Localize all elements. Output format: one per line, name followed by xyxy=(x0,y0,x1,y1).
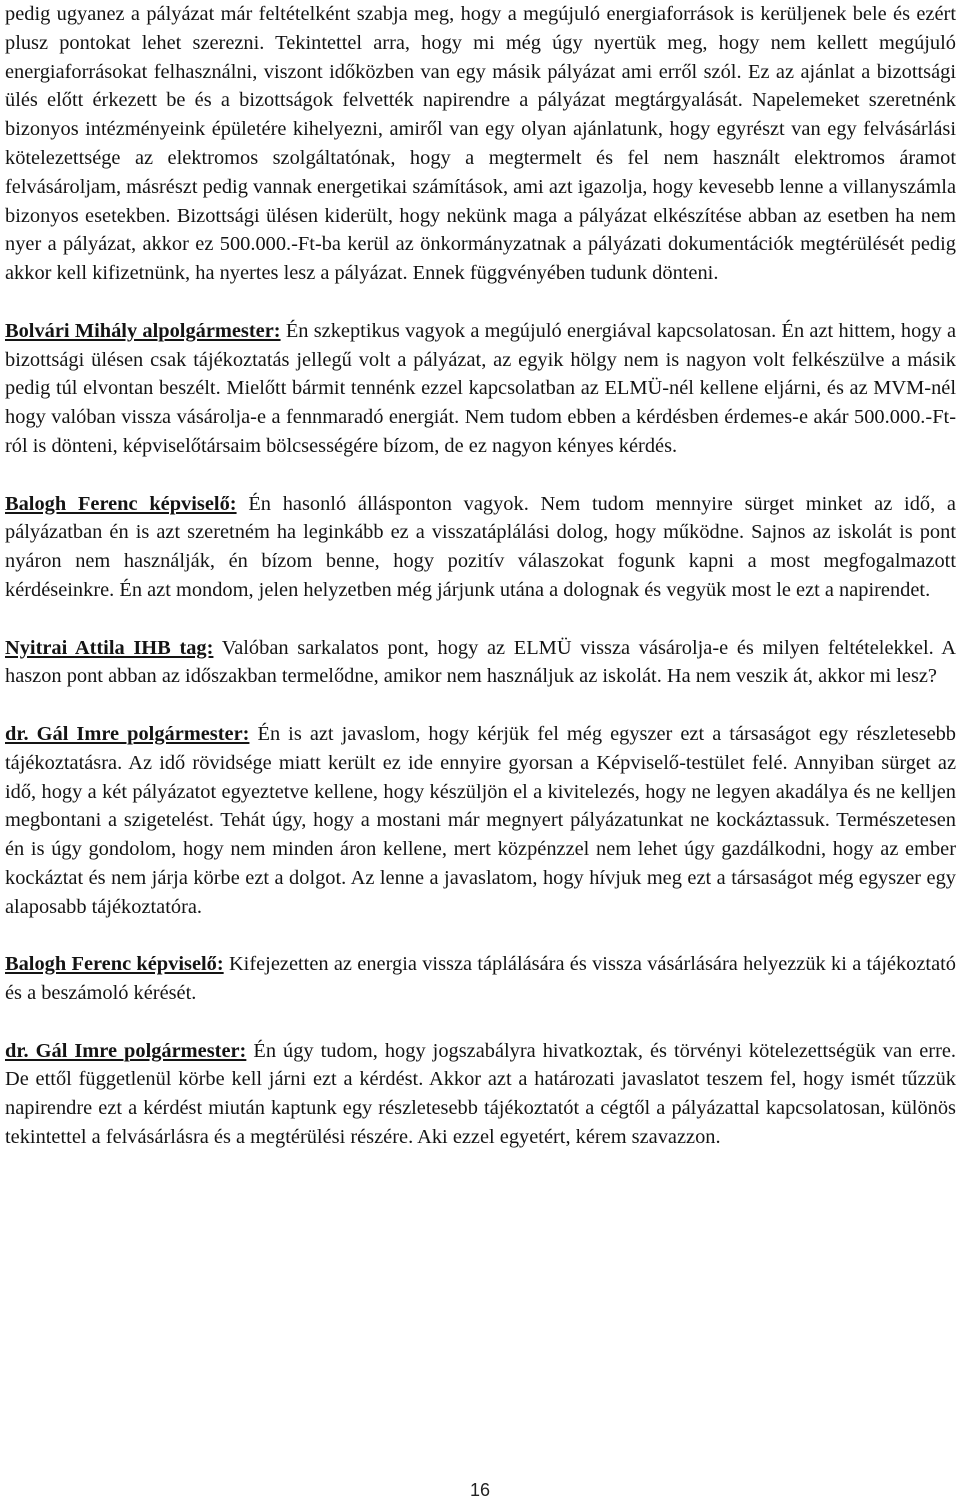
speaker-name: Nyitrai Attila IHB tag: xyxy=(5,636,214,659)
paragraph-gap xyxy=(5,461,956,490)
statement-nyitrai xyxy=(5,634,956,692)
speaker-name: Balogh Ferenc képviselő: xyxy=(5,953,224,976)
statement-text: Kifejezetten az energia vissza táplálására és vissza vásárlására helyezzük ki a tájékoztató és a beszámoló kérését. xyxy=(5,953,956,1005)
statement-text: Én hasonló állásponton vagyok. Nem tudom mennyire sürget minket az idő, a pályázatban én is azt szeretném ha leginkább ez a visszatáplálási dolog, hogy működne. Sajnos az iskolát is pont nyáron nem használják, én bízom benne, hogy pozitív válaszokat fogunk kapni a most megfogalmazott kérdéseinkre. Én azt mondom, jelen helyzetben még járjunk utána a dolognak és vegyük most le ezt a napirendet. xyxy=(5,492,956,601)
paragraph-gap xyxy=(5,605,956,634)
speaker-name: Bolvári Mihály alpolgármester: xyxy=(5,319,281,342)
speaker-name: Balogh Ferenc képviselő: xyxy=(5,492,237,515)
intro-text-3: Napelemeket szeretnénk bizonyos intézményeink épületére kihelyezni, amiről van egy olyan ajánlatunk, hogy egyrészt van egy felvásárlási kötelezettsége az elektromos szolgáltatónak, hogy a megtermelt és fel nem használt elektromos áramot felvásároljam, másrészt pedig vannak energetikai számítások, ami azt igazolja, hogy kevesebb lenne a villanyszámla bizonyos esetekben. Bizottsági ülésen kiderült, hogy nekünk maga a pályázat elkészítése abban az esetben ha nem nyer a pályázat, akkor ez 500.000.-Ft-ba kerül az önkormányzatnak a pályázati dokumentációk megtérülését pedig akkor kell kifizetnünk, ha nyertes lesz a pályázat. Ennek függvényében tudunk dönteni. xyxy=(5,89,956,285)
statement-gal-1 xyxy=(5,720,956,922)
paragraph-gap xyxy=(5,691,956,720)
paragraph-gap xyxy=(5,288,956,317)
statement-text: Én is azt javaslom, hogy kérjük fel még egyszer ezt a társaságot egy részletesebb tájékoztatásra. Az idő rövidsége miatt került ez ide ennyire gyorsan a Képviselő-testület felé. Annyiban sürget az idő, hogy a két pályázatot egyeztetve kellene, hogy készüljön el a kivitelezés, hogy ne legyen akadálya és ne kelljen megbontani a szigetelést. Tehát úgy, hogy a mostani már megnyert pályázatunkat ne kockáztassuk. Természetesen én is úgy gondolom, hogy nem minden áron kellene, mert közpénzzel nem lehet úgy gazdálkodni, hogy az ember kockáztat és nem járja körbe ezt a dolgot. Az lenne a javaslatom, hogy hívjuk meg ezt a társaságot még egyszer egy alaposabb tájékoztatóra. xyxy=(5,722,957,918)
statement-balogh-1 xyxy=(5,490,956,605)
statement-balogh-2 xyxy=(5,950,956,1008)
page-number: 16 xyxy=(469,1480,491,1500)
paragraph-gap xyxy=(5,1008,956,1037)
statement-text: Én szkeptikus vagyok a megújuló energiával kapcsolatosan. Én azt hittem, hogy a bizottsági ülésen csak tájékoztatás jellegű volt a pályázat, az egyik hölgy nem is nagyon volt felkészülve a másik pedig túl elvontan beszélt. Mielőtt bármit tennénk ezzel kapcsolatban az ELMÜ-nél kellene eljárni, és az MVM-nél hogy valóban vissza vásárolja-e a fennmaradó energiát. Nem tudom ebben a kérdésben érdemes-e akár 500.000.-Ft-ról is dönteni, képviselőtársaim bölcsességére bízom, de ez nagyon kényes kérdés. xyxy=(5,319,956,457)
paragraph-gap xyxy=(5,922,956,951)
intro-text-1: pedig ugyanez a pályázat már feltételként szabja meg, hogy a megújuló energiaforrások is kerüljenek bele és ezért plusz pontokat lehet szerezni. Tekintettel arra, hogy mi még úgy nyertük meg, hogy nem kellett megújuló energiaforrásokat felhasználni, viszont időközben van egy másik pályázat ami erről szól. xyxy=(5,3,956,83)
intro-text-2: Ez az ajánlat a bizottsági ülés előtt érkezett be és a bizottságok felvették napirendre a pályázat megtárgyalását. xyxy=(5,60,957,112)
statement-text: Én úgy tudom, hogy jogszabályra hivatkoztak, és törvényi kötelezettségük van erre. De ettől függetlenül körbe kell járni ezt a kérdést. Akkor azt a határozati javaslatot teszem fel, hogy ismét tűzzük napirendre ezt a kérdést miután kaptunk egy részletesebb tájékoztatót a cégtől a pályázattal kapcsolatosan, különös tekintettel a felvásárlásra és a megtérülési részére. Aki ezzel egyetért, kérem szavazzon. xyxy=(5,1039,957,1149)
speaker-name: dr. Gál Imre polgármester: xyxy=(5,722,250,745)
statement-gal-2 xyxy=(5,1037,956,1152)
speaker-name: dr. Gál Imre polgármester: xyxy=(5,1039,247,1062)
intro-paragraph xyxy=(5,0,956,288)
statement-bolvari xyxy=(5,317,956,461)
statement-text: Valóban sarkalatos pont, hogy az ELMÜ vissza vásárolja-e és milyen feltételekkel. A haszon pont abban az időszakban termelődne, amikor nem használjuk az iskolát. Ha nem veszik át, akkor mi lesz? xyxy=(5,636,957,688)
document-page xyxy=(5,0,956,1152)
